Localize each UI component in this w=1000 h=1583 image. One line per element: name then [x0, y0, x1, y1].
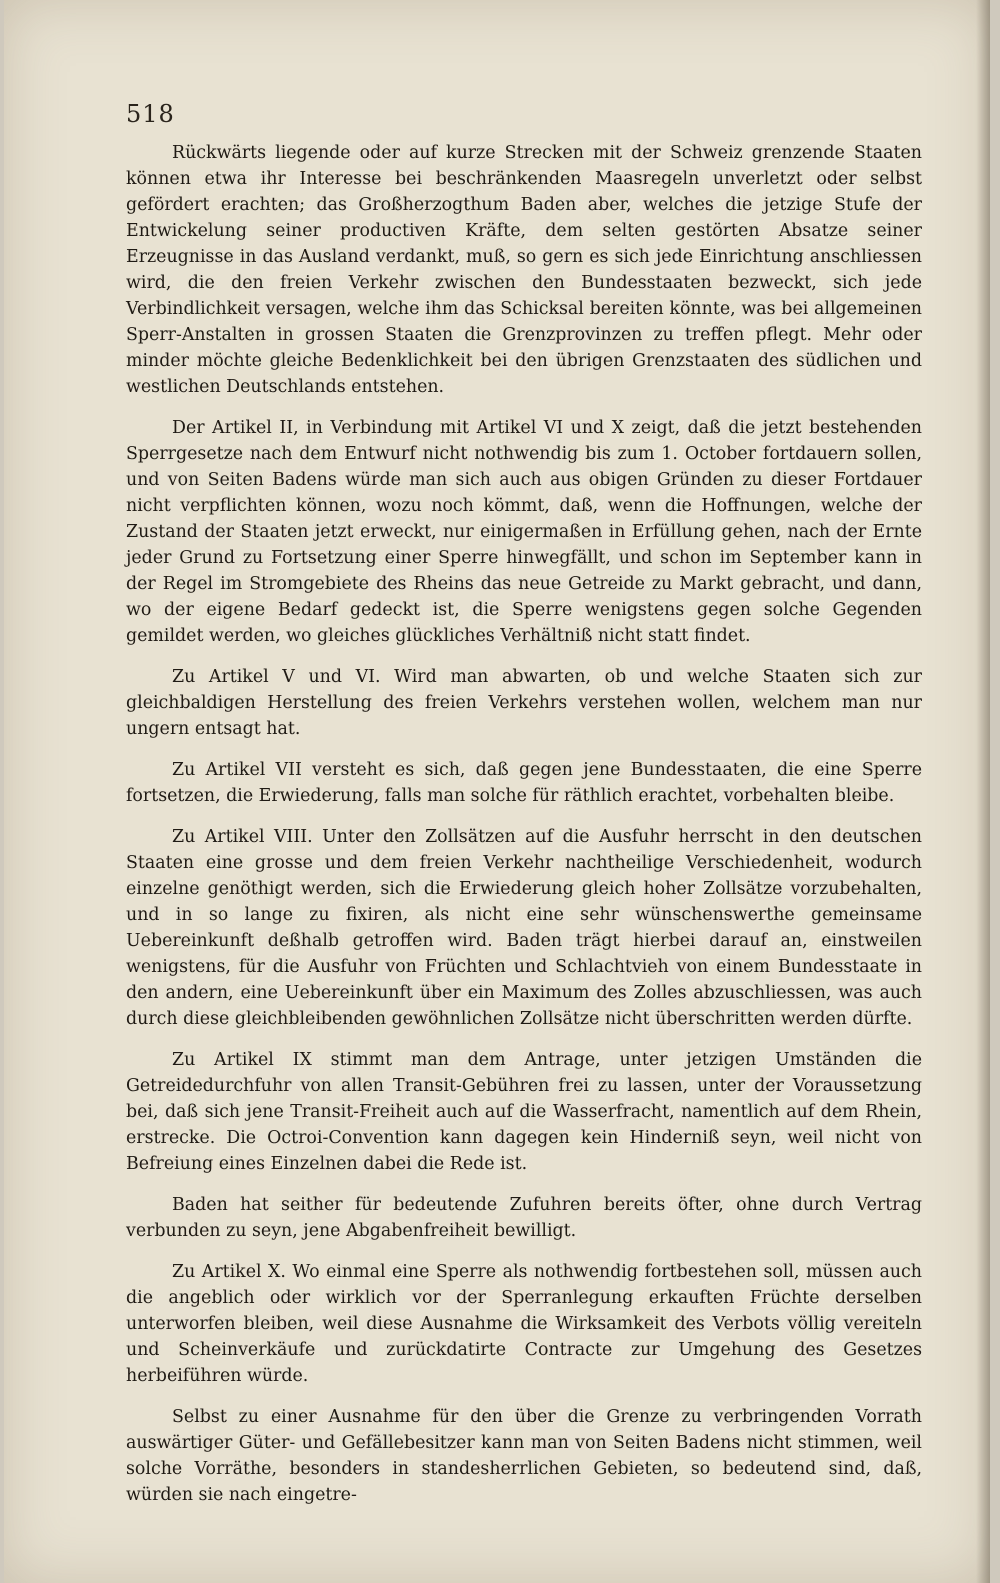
- paragraph: Zu Artikel X. Wo einmal eine Sperre als nothwendig fortbestehen soll, müssen auch die angeblich oder wirklich vor der Sperranlegung erkauften Früchte derselben unterworfen bleiben, weil diese Ausnahme die Wirksamkeit des Verbots völlig vereiteln und Scheinverkäufe und zurückdatirte Contracte zur Umgehung des Gesetzes herbeiführen würde.: [126, 1262, 922, 1386]
- paragraph: Zu Artikel IX stimmt man dem Antrage, unter jetzigen Umständen die Getreidedurchfuhr von allen Transit-Gebühren frei zu lassen, unter der Voraussetzung bei, daß sich jene Transit-Freiheit auch auf die Wasserfracht, namentlich auf dem Rhein, erstrecke. Die Octroi-Convention kann dagegen kein Hinderniß seyn, weil nicht von Befreiung eines Einzelnen dabei die Rede ist.: [126, 1050, 922, 1174]
- paragraph: Der Artikel II, in Verbindung mit Artikel VI und X zeigt, daß die jetzt bestehenden Sperrgesetze nach dem Entwurf nicht nothwendig bis zum 1. October fortdauern sollen, und von Seiten Badens würde man sich auch aus obigen Gründen zu dieser Fortdauer nicht verpflichten können, wozu noch kömmt, daß, wenn die Hoffnungen, welche der Zustand der Staaten jetzt erweckt, nur einigermaßen in Erfüllung gehen, nach der Ernte jeder Grund zu Fortsetzung einer Sperre hinwegfällt, und schon im September kann in der Regel im Stromgebiete des Rheins das neue Getreide zu Markt gebracht, und dann, wo der eigene Bedarf gedeckt ist, die Sperre wenigstens gegen solche Gegenden gemildet werden, wo gleiches glückliches Verhältniß nicht statt findet.: [126, 418, 922, 646]
- paragraph: Zu Artikel V und VI. Wird man abwarten, ob und welche Staaten sich zur gleichbaldigen Herstellung des freien Verkehrs verstehen wollen, welchem man nur ungern entsagt hat.: [126, 667, 922, 739]
- book-page: [4, 0, 990, 1583]
- paragraph: Zu Artikel VII versteht es sich, daß gegen jene Bundesstaaten, die eine Sperre fortsetzen, die Erwiederung, falls man solche für räthlich erachtet, vorbehalten bleibe.: [126, 760, 922, 806]
- paragraph: Baden hat seither für bedeutende Zufuhren bereits öfter, ohne durch Vertrag verbunden zu seyn, jene Abgabenfreiheit bewilligt.: [126, 1195, 922, 1241]
- paragraph: Zu Artikel VIII. Unter den Zollsätzen auf die Ausfuhr herrscht in den deutschen Staaten eine grosse und dem freien Verkehr nachtheilige Verschiedenheit, wodurch einzelne genöthigt werden, sich die Erwiederung gleich hoher Zollsätze vorzubehalten, und in so lange zu fixiren, als nicht eine sehr wünschenswerthe gemeinsame Uebereinkunft deßhalb getroffen wird. Baden trägt hierbei darauf an, einstweilen wenigstens, für die Ausfuhr von Früchten und Schlachtvieh von einem Bundesstaate in den andern, eine Uebereinkunft über ein Maximum des Zolles abzuschliessen, was auch durch diese gleichbleibenden gewöhnlichen Zollsätze nicht überschritten werden dürfte.: [126, 827, 922, 1029]
- page-edge-shadow: [976, 0, 990, 1583]
- paragraph: Rückwärts liegende oder auf kurze Strecken mit der Schweiz grenzende Staaten können etwa ihr Interesse bei beschränkenden Maasregeln unverletzt oder selbst gefördert erachten; das Großherzogthum Baden aber, welches die jetzige Stufe der Entwickelung seiner productiven Kräfte, dem selten gestörten Absatze seiner Erzeugnisse in das Ausland verdankt, muß, so gern es sich jede Einrichtung anschliessen wird, die den freien Verkehr zwischen den Bundesstaaten bezweckt, sich jede Verbindlichkeit versagen, welche ihm das Schicksal bereiten könnte, was bei allgemeinen Sperr-Anstalten in grossen Staaten die Grenzprovinzen zu treffen pflegt. Mehr oder minder möchte gleiche Bedenklichkeit bei den übrigen Grenzstaaten des südlichen und westlichen Deutschlands entstehen.: [126, 143, 922, 397]
- page-number: 518: [126, 100, 175, 128]
- paragraph: Selbst zu einer Ausnahme für den über die Grenze zu verbringenden Vorrath auswärtiger Güter- und Gefällebesitzer kann man von Seiten Badens nicht stimmen, weil solche Vorräthe, besonders in standesherrlichen Gebieten, so bedeutend sind, daß, würden sie nach eingetre-: [126, 1407, 922, 1505]
- body-text: [126, 140, 922, 1523]
